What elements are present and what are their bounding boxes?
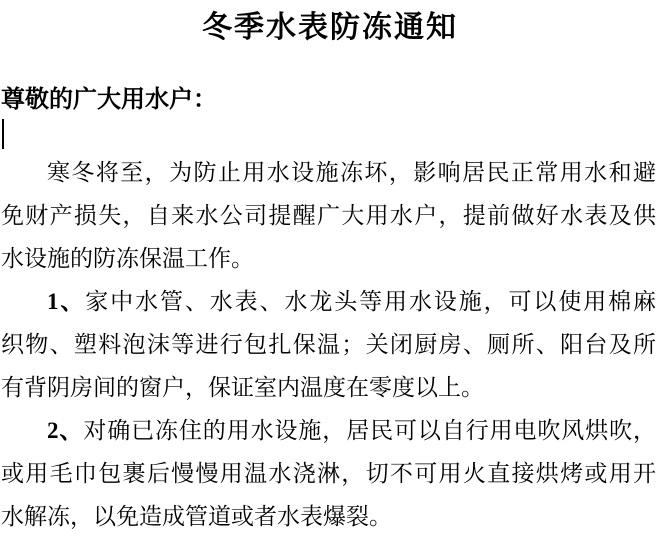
text-line[interactable]: 有背阴房间的窗户，保证室内温度在零度以上。 xyxy=(1,375,484,400)
empty-line[interactable] xyxy=(0,119,660,151)
salutation[interactable]: 尊敬的广大用水户： xyxy=(1,87,217,113)
paragraph xyxy=(0,280,660,409)
text-cursor xyxy=(2,119,4,149)
text-line[interactable]: 1、家中水管、水表、水龙头等用水设施，可以使用棉麻 xyxy=(47,289,657,314)
paragraph xyxy=(0,409,660,538)
text-line[interactable]: 2、对确已冻住的用水设施，居民可以自行用电吹风烘吹， xyxy=(47,418,657,443)
text-line[interactable]: 织物、塑料泡沫等进行包扎保温；关闭厨房、厕所、阳台及所 xyxy=(1,332,656,357)
document-body xyxy=(0,151,660,538)
text-line[interactable]: 水设施的防冻保温工作。 xyxy=(1,246,254,271)
text-line[interactable]: 寒冬将至，为防止用水设施冻坏，影响居民正常用水和避 xyxy=(47,160,656,185)
text-line[interactable]: 水解冻，以免造成管道或者水表爆裂。 xyxy=(1,504,392,529)
paragraph xyxy=(0,151,660,280)
list-number: 1、 xyxy=(47,289,86,314)
list-number: 2、 xyxy=(47,418,84,443)
text-line[interactable]: 免财产损失，自来水公司提醒广大用水户，提前做好水表及供 xyxy=(1,203,656,228)
document-title[interactable]: 冬季水表防冻通知 xyxy=(202,11,458,44)
text-line[interactable]: 或用毛巾包裹后慢慢用温水浇淋，切不可用火直接烘烤或用开 xyxy=(1,461,656,486)
